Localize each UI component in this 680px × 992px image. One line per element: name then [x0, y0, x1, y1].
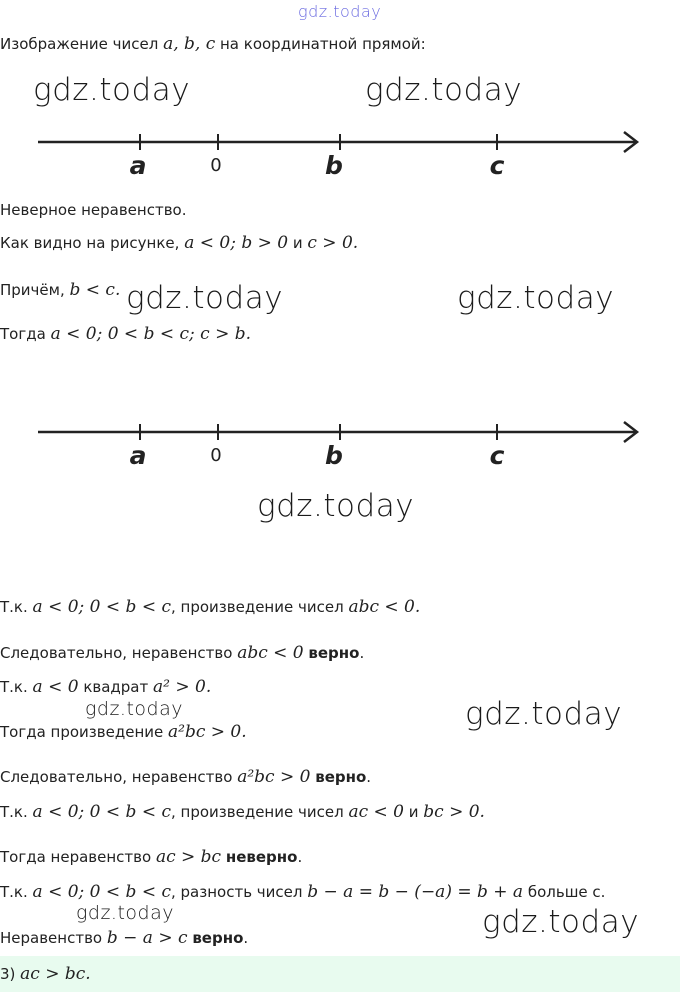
paragraph: Неравенство b − a > c верно.: [0, 928, 249, 948]
number-line: [0, 408, 680, 468]
paragraph: Т.к. a < 0; 0 < b < c, произведение чисел abc < 0.: [0, 597, 421, 617]
watermark: gdz.today: [126, 280, 284, 316]
label-c: c: [489, 151, 505, 178]
paragraph: Т.к. a < 0; 0 < b < c, разность чисел b − a = b − (−a) = b + a больше с.: [0, 882, 606, 902]
intro-text: Изображение чисел a, b, c на координатной прямой:: [0, 34, 426, 54]
paragraph: Тогда произведение a²bc > 0.: [0, 722, 247, 742]
label-b: b: [325, 441, 343, 468]
paragraph: Неверное неравенство.: [0, 201, 187, 219]
paragraph: Тогда a < 0; 0 < b < c; c > b.: [0, 324, 252, 344]
label-a: a: [129, 441, 147, 468]
watermark: gdz.today: [85, 698, 183, 720]
watermark: gdz.today: [457, 280, 615, 316]
label-a: a: [129, 151, 147, 178]
watermark: gdz.today: [465, 696, 623, 732]
paragraph: Следовательно, неравенство a²bc > 0 верно.: [0, 767, 372, 787]
label-0: 0: [210, 155, 222, 176]
paragraph: Т.к. a < 0; 0 < b < c, произведение чисел ac < 0 и bc > 0.: [0, 802, 485, 822]
watermark: gdz.today: [482, 904, 640, 940]
label-c: c: [489, 441, 505, 468]
number-line: [0, 118, 680, 178]
answer: 3) ac > bc.: [0, 964, 91, 984]
label-b: b: [325, 151, 343, 178]
watermark: gdz.today: [298, 2, 382, 21]
paragraph: Как видно на рисунке, a < 0; b > 0 и c > 0.: [0, 233, 359, 253]
paragraph: Причём, b < c.: [0, 280, 121, 300]
watermark: gdz.today: [365, 72, 523, 108]
watermark: gdz.today: [33, 72, 191, 108]
paragraph: Следовательно, неравенство abc < 0 верно.: [0, 643, 365, 663]
watermark: gdz.today: [257, 488, 415, 524]
label-0: 0: [210, 445, 222, 466]
paragraph: Тогда неравенство ac > bc неверно.: [0, 847, 303, 867]
paragraph: Т.к. a < 0 квадрат a² > 0.: [0, 677, 212, 697]
watermark: gdz.today: [76, 902, 174, 924]
answer-highlight: [0, 956, 680, 992]
